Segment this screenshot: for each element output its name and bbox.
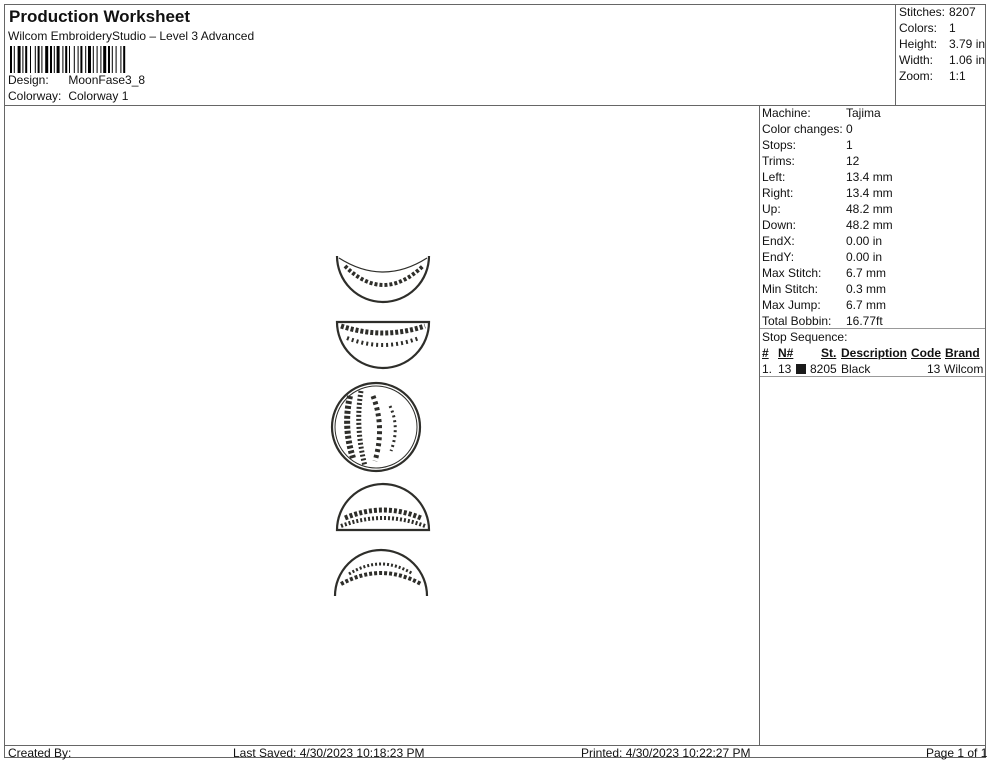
properties-panel [760,106,985,745]
prop-up: Up: 48.2 mm [762,202,893,216]
design-value: MoonFase3_8 [68,73,146,87]
page-title: Production Worksheet [9,7,191,26]
stat-width: Width: 1.06 in [899,53,986,67]
row-brand: Wilcom [944,362,984,376]
stop-sequence-title: Stop Sequence: [762,330,848,344]
stat-colors: Colors: 1 [899,21,956,35]
stat-height: Height: 3.79 in [899,37,986,51]
software-subtitle: Wilcom EmbroideryStudio – Level 3 Advanced [8,29,255,43]
prop-right: Right: 13.4 mm [762,186,893,200]
colorway-row [8,89,128,103]
row-st: 8205 [810,362,837,376]
embroidery-design [5,106,759,745]
barcode-image [10,46,175,73]
row-n: 13 [778,362,792,376]
col-num: # [762,346,769,360]
page-number: Page 1 of 1 [926,746,988,760]
prop-endx: EndX: 0.00 in [762,234,883,248]
prop-trims: Trims: 12 [762,154,860,168]
prop-machine: Machine: Tajima [762,106,881,120]
prop-max-jump: Max Jump: 6.7 mm [762,298,887,312]
worksheet-header [5,5,985,106]
col-description: Description [841,346,908,360]
col-st: St. [821,346,837,360]
prop-max-stitch: Max Stitch: 6.7 mm [762,266,887,280]
prop-stops: Stops: 1 [762,138,853,152]
row-num: 1. [762,362,773,376]
worksheet [4,4,986,758]
printed-date: Printed: 4/30/2023 10:22:27 PM [581,746,751,760]
created-by: Created By: [8,746,72,760]
colorway-value: Colorway 1 [68,89,129,103]
moon-phase-gibbous-bottom [337,484,429,530]
prop-min-stitch: Min Stitch: 0.3 mm [762,282,887,296]
moon-phase-crescent-top [337,256,429,302]
design-label: Design: [8,73,49,87]
row-code: 13 [927,362,941,376]
colorway-label: Colorway: [8,89,62,103]
col-brand: Brand [945,346,980,360]
prop-down: Down: 48.2 mm [762,218,893,232]
moon-phase-full [332,383,420,471]
row-description: Black [841,362,871,376]
prop-left: Left: 13.4 mm [762,170,893,184]
last-saved: Last Saved: 4/30/2023 10:18:23 PM [233,746,425,760]
prop-total-bobbin: Total Bobbin: 16.77ft [762,314,883,328]
prop-color-changes: Color changes: 0 [762,122,853,136]
worksheet-footer [5,745,988,760]
stats-box [895,5,986,105]
divider [760,328,985,329]
design-preview [5,106,760,745]
stat-stitches: Stitches: 8207 [899,5,976,19]
stat-zoom: Zoom: 1:1 [899,69,966,83]
design-row [8,73,145,87]
divider [760,376,985,377]
col-code: Code [911,346,941,360]
color-swatch [796,364,806,374]
moon-phase-gibbous-top [337,322,429,368]
moon-phase-crescent-bottom [335,550,427,596]
prop-endy: EndY: 0.00 in [762,250,883,264]
col-n: N# [778,346,794,360]
